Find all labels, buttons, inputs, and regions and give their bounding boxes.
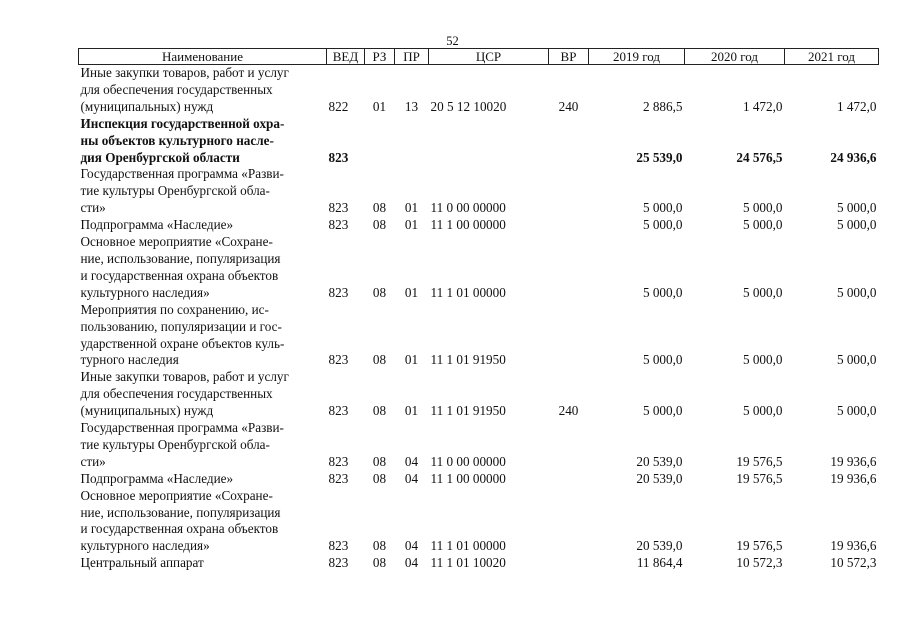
row-pr: 04 <box>404 453 419 469</box>
row-2020: 5 000,0 <box>742 217 783 233</box>
row-2021: 19 936,6 <box>830 470 877 486</box>
row-vr <box>549 217 589 234</box>
row-name <box>79 369 327 420</box>
table-row <box>79 116 879 167</box>
table-row <box>79 420 879 471</box>
row-2020: 1 472,0 <box>742 98 783 114</box>
header-2020: 2020 год <box>685 49 785 65</box>
row-2019: 20 539,0 <box>636 470 683 486</box>
header-csr: ЦСР <box>429 49 549 65</box>
row-name-line: Центральный аппарат <box>80 555 204 571</box>
row-2019: 5 000,0 <box>642 284 683 300</box>
row-2020: 24 576,5 <box>736 149 783 165</box>
row-pr: 01 <box>404 217 419 233</box>
row-2021: 10 572,3 <box>830 555 877 571</box>
row-name-line: пользованию, популяризации и гос- <box>80 318 282 334</box>
row-name <box>79 116 327 167</box>
row-name-line: ны объектов культурного насле- <box>80 132 274 148</box>
row-vr <box>549 488 589 556</box>
row-rz: 08 <box>372 453 387 469</box>
header-name: Наименование <box>79 49 327 65</box>
row-rz: 01 <box>372 98 387 114</box>
row-2021: 5 000,0 <box>836 217 877 233</box>
row-name-line: (муниципальных) нужд <box>80 403 214 419</box>
row-ved: 823 <box>328 453 349 469</box>
row-ved: 823 <box>328 284 349 300</box>
row-csr: 11 1 00 00000 <box>430 217 506 233</box>
row-rz <box>365 116 395 167</box>
row-2019: 20 539,0 <box>636 453 683 469</box>
row-pr: 01 <box>404 200 419 216</box>
row-name-line: Основное мероприятие «Сохране- <box>80 487 273 503</box>
row-2021: 1 472,0 <box>836 98 877 114</box>
row-2020: 19 576,5 <box>736 453 783 469</box>
row-csr: 11 1 01 00000 <box>430 284 506 300</box>
row-2020: 5 000,0 <box>742 200 783 216</box>
row-name <box>79 65 327 116</box>
row-name-line: для обеспечения государственных <box>80 81 273 97</box>
row-2020: 5 000,0 <box>742 284 783 300</box>
row-rz: 08 <box>372 555 387 571</box>
row-2021: 5 000,0 <box>836 403 877 419</box>
row-csr: 11 1 01 91950 <box>430 403 506 419</box>
row-name-line: (муниципальных) нужд <box>80 98 214 114</box>
row-ved: 823 <box>328 200 349 216</box>
row-2021: 5 000,0 <box>836 284 877 300</box>
row-ved: 823 <box>328 403 349 419</box>
row-name <box>79 555 327 572</box>
row-2019: 11 864,4 <box>636 555 683 571</box>
row-csr: 11 1 01 00000 <box>430 538 506 554</box>
row-name-line: тие культуры Оренбургской обла- <box>80 183 270 199</box>
row-name <box>79 166 327 217</box>
row-vr <box>549 166 589 217</box>
row-pr: 04 <box>404 470 419 486</box>
header-pr: ПР <box>395 49 429 65</box>
row-name-line: Иные закупки товаров, работ и услуг <box>80 369 289 385</box>
row-ved: 823 <box>328 470 349 486</box>
header-rz: РЗ <box>365 49 395 65</box>
row-csr: 11 1 01 91950 <box>430 352 506 368</box>
header-2019: 2019 год <box>589 49 685 65</box>
row-name-line: культурного наследия» <box>80 538 210 554</box>
row-ved: 823 <box>328 352 349 368</box>
row-vr: 240 <box>558 98 579 114</box>
row-name <box>79 488 327 556</box>
row-2019: 5 000,0 <box>642 403 683 419</box>
row-pr: 04 <box>404 555 419 571</box>
row-2019: 25 539,0 <box>636 149 683 165</box>
row-rz: 08 <box>372 284 387 300</box>
row-name-line: тие культуры Оренбургской обла- <box>80 436 270 452</box>
row-name <box>79 420 327 471</box>
row-vr <box>549 471 589 488</box>
table-row <box>79 302 879 370</box>
row-name-line: Подпрограмма «Наследие» <box>80 470 234 486</box>
table-row <box>79 217 879 234</box>
header-vr: ВР <box>549 49 589 65</box>
row-pr: 04 <box>404 538 419 554</box>
row-ved: 823 <box>328 538 349 554</box>
row-2021: 5 000,0 <box>836 352 877 368</box>
row-name-line: дия Оренбургской области <box>80 149 240 165</box>
row-name-line: турного наследия <box>80 352 179 368</box>
row-rz: 08 <box>372 200 387 216</box>
row-csr: 11 1 01 10020 <box>430 555 506 571</box>
row-name <box>79 302 327 370</box>
row-name-line: культурного наследия» <box>80 284 210 300</box>
row-name-line: и государственная охрана объектов <box>80 521 279 537</box>
row-vr <box>549 116 589 167</box>
table-row <box>79 555 879 572</box>
row-name-line: Основное мероприятие «Сохране- <box>80 234 273 250</box>
row-rz: 08 <box>372 538 387 554</box>
row-rz: 08 <box>372 352 387 368</box>
table-header-row <box>79 49 879 65</box>
row-ved: 823 <box>328 555 349 571</box>
row-2019: 5 000,0 <box>642 217 683 233</box>
row-vr <box>549 555 589 572</box>
row-2021: 19 936,6 <box>830 453 877 469</box>
header-2021: 2021 год <box>785 49 879 65</box>
row-rz: 08 <box>372 470 387 486</box>
row-2021: 19 936,6 <box>830 538 877 554</box>
row-vr: 240 <box>558 403 579 419</box>
row-2019: 2 886,5 <box>642 98 683 114</box>
row-2020: 10 572,3 <box>736 555 783 571</box>
row-2020: 19 576,5 <box>736 538 783 554</box>
row-2019: 5 000,0 <box>642 200 683 216</box>
row-csr: 20 5 12 10020 <box>430 98 507 114</box>
row-ved: 823 <box>328 217 349 233</box>
row-name <box>79 471 327 488</box>
row-csr: 11 0 00 00000 <box>430 453 506 469</box>
budget-table <box>78 48 879 572</box>
row-pr <box>395 116 429 167</box>
row-pr: 01 <box>404 284 419 300</box>
row-2021: 24 936,6 <box>830 149 877 165</box>
row-pr: 13 <box>404 98 419 114</box>
row-name-line: Мероприятия по сохранению, ис- <box>80 301 269 317</box>
table-body <box>79 65 879 573</box>
table-row <box>79 234 879 302</box>
row-name-line: ние, использование, популяризация <box>80 504 281 520</box>
row-vr <box>549 420 589 471</box>
row-name-line: и государственная охрана объектов <box>80 267 279 283</box>
row-csr <box>429 116 549 167</box>
row-name <box>79 234 327 302</box>
row-name-line: Инспекция государственной охра- <box>80 115 285 131</box>
row-name-line: Государственная программа «Разви- <box>80 166 284 182</box>
row-2019: 20 539,0 <box>636 538 683 554</box>
table-row <box>79 65 879 116</box>
row-rz: 08 <box>372 403 387 419</box>
row-ved: 823 <box>328 149 349 165</box>
row-name-line: ние, использование, популяризация <box>80 250 281 266</box>
row-name-line: Подпрограмма «Наследие» <box>80 217 234 233</box>
row-name <box>79 217 327 234</box>
table-row <box>79 369 879 420</box>
row-name-line: сти» <box>80 200 106 216</box>
header-ved: ВЕД <box>327 49 365 65</box>
row-vr <box>549 302 589 370</box>
row-2019: 5 000,0 <box>642 352 683 368</box>
row-pr: 01 <box>404 403 419 419</box>
row-csr: 11 0 00 00000 <box>430 200 506 216</box>
table-row <box>79 488 879 556</box>
row-csr: 11 1 00 00000 <box>430 470 506 486</box>
row-name-line: для обеспечения государственных <box>80 386 273 402</box>
row-2021: 5 000,0 <box>836 200 877 216</box>
row-name-line: Иные закупки товаров, работ и услуг <box>80 65 289 80</box>
row-2020: 19 576,5 <box>736 470 783 486</box>
page-number: 52 <box>446 34 459 48</box>
row-name-line: Государственная программа «Разви- <box>80 420 284 436</box>
row-rz: 08 <box>372 217 387 233</box>
row-name-line: ударственной охране объектов куль- <box>80 335 285 351</box>
table-row <box>79 471 879 488</box>
row-ved: 822 <box>328 98 349 114</box>
table-row <box>79 166 879 217</box>
row-name-line: сти» <box>80 453 106 469</box>
row-pr: 01 <box>404 352 419 368</box>
row-2020: 5 000,0 <box>742 352 783 368</box>
row-2020: 5 000,0 <box>742 403 783 419</box>
row-vr <box>549 234 589 302</box>
